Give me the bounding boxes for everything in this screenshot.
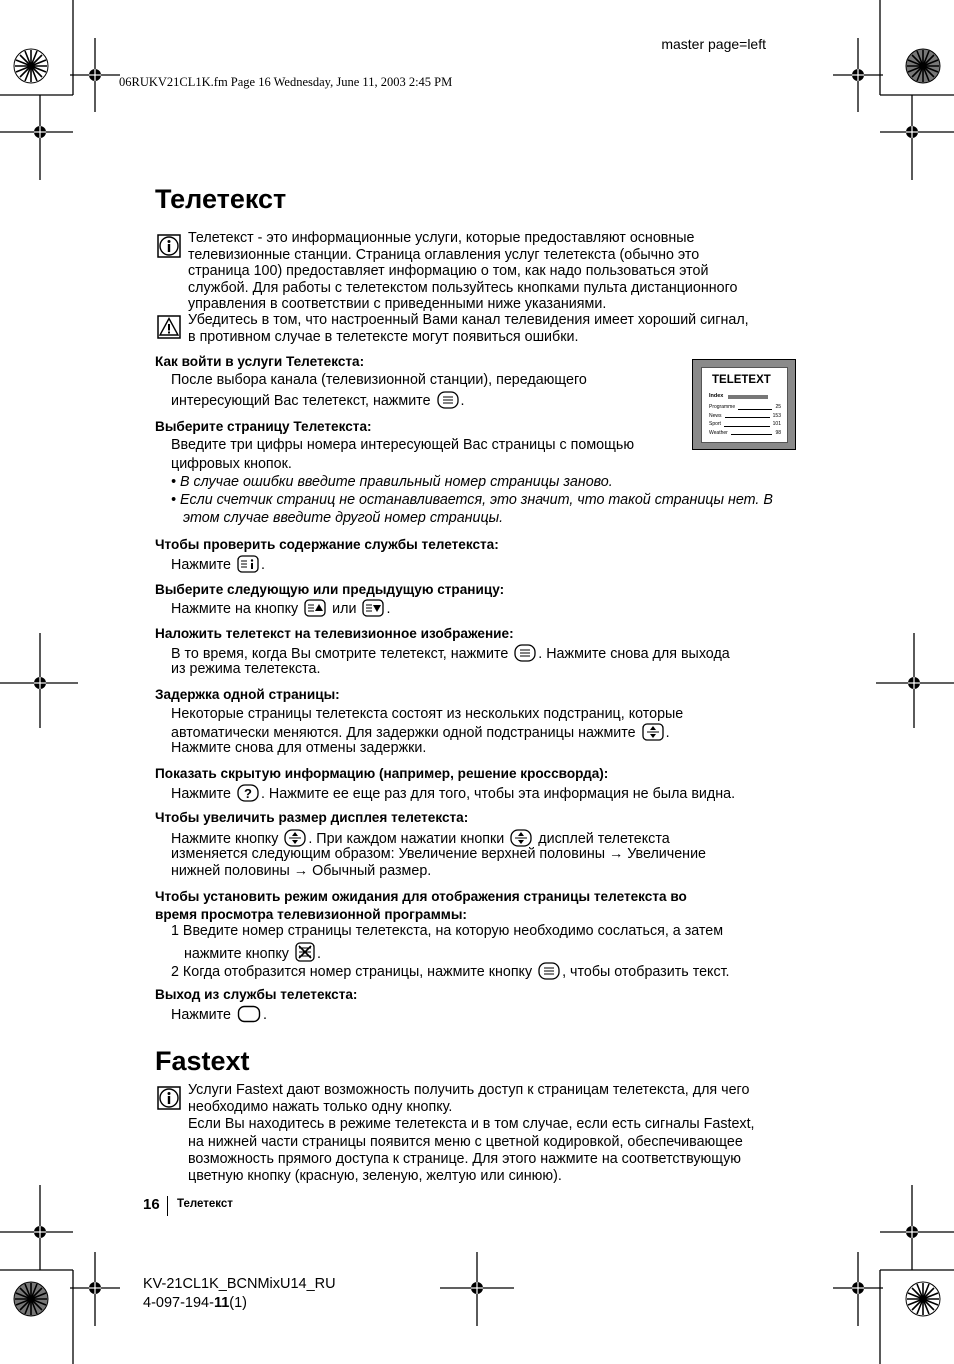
bullet-counter-cont: этом случае введите другой номер страницы. <box>183 510 504 526</box>
hold-button-icon <box>642 723 664 741</box>
heading-enter-teletext: Как войти в услуги Телетекста: <box>155 354 365 369</box>
info-icon <box>157 234 181 258</box>
page-up-button-icon <box>304 599 326 617</box>
doc-code: 4-097-194-11(1) <box>143 1295 248 1311</box>
page-title: Телетекст <box>155 184 287 214</box>
hold-text2: автоматически меняются. Для задержки одной подстраницы нажмите . <box>171 725 670 741</box>
screen-title: TELETEXT <box>712 374 771 386</box>
heading-standby: Чтобы установить режим ожидания для отображения страницы телетекста во <box>155 889 687 904</box>
teletext-button-icon <box>538 962 560 980</box>
footer-section: Телетекст <box>177 1198 233 1210</box>
standby-step1: 1 Введите номер страницы телетекста, на которую необходимо сослаться, а затем <box>171 923 724 939</box>
warning-icon <box>157 315 181 339</box>
cancel-button-icon <box>295 942 315 962</box>
screen-rows <box>709 403 781 437</box>
enlarge-text2: изменяется следующим образом: Увеличение верхней половины → Увеличение <box>171 846 707 862</box>
check-content-text: Нажмите . <box>171 557 265 573</box>
enlarge-button-icon <box>284 829 306 847</box>
heading-select-page: Выберите страницу Телетекста: <box>155 419 372 434</box>
heading-next-prev: Выберите следующую или предыдущую страницу: <box>155 582 505 597</box>
heading-exit: Выход из службы телетекста: <box>155 987 358 1002</box>
screen-row: Programme 25 <box>709 404 781 410</box>
hold-text3: Нажмите снова для отмены задержки. <box>171 740 427 756</box>
index-button-icon <box>237 555 259 573</box>
screen-row: Sport 101 <box>709 421 781 428</box>
file-meta: 06RUKV21CL1K.fm Page 16 Wednesday, June 11, 2003 2:45 PM <box>119 75 453 89</box>
svg-text:?: ? <box>244 786 252 801</box>
enlarge-button-icon <box>510 829 532 847</box>
bullet-error: • В случае ошибки введите правильный номер страницы заново. <box>171 474 613 490</box>
exit-text: Нажмите . <box>171 1007 267 1023</box>
standby-step2: 2 Когда отобразится номер страницы, нажмите кнопку , чтобы отобразить текст. <box>171 964 730 980</box>
teletext-warning: Убедитесь в том, что настроенный Вами канал телевидения имеет хороший сигнал, в противном случае в телетексте могут появиться ошибки. <box>188 312 749 345</box>
bullet-counter: • Если счетчик страниц не останавливается, это значит, что такой страницы нет. В <box>171 492 773 508</box>
select-page-text2: цифровых кнопок. <box>171 456 292 472</box>
heading-reveal: Показать скрытую информацию (например, решение кроссворда): <box>155 766 609 781</box>
page-down-button-icon <box>362 599 384 617</box>
fastext-info: Услуги Fastext дают возможность получить доступ к страницам телетекста, для чего необходимо нажать только одну кнопку. Если Вы находитесь в режиме телетекста и в том случае, если есть сигналы Fastext, на нижней части страницы появится меню с цветной кодировкой, обеспечивающее возможность прямого доступа к странице. Для этого нажмите на соответствующую цветную кнопку (красную, зеленую, желтую или синюю). <box>188 1082 755 1185</box>
reveal-text: Нажмите ? . Нажмите ее еще раз для того, чтобы эта информация не была видна. <box>171 786 736 802</box>
standby-step1-cont: нажмите кнопку . <box>184 942 321 963</box>
enlarge-text3: нижней половины → Обычный размер. <box>171 863 432 879</box>
enter-teletext-line2: интересующий Вас телетекст, нажмите . <box>171 393 465 409</box>
screen-row: News 153 <box>709 412 781 419</box>
teletext-button-icon <box>437 391 459 409</box>
fastext-title: Fastext <box>155 1046 250 1076</box>
heading-hold: Задержка одной страницы: <box>155 687 340 702</box>
overlay-text2: из режима телетекста. <box>171 661 321 677</box>
heading-standby-cont: время просмотра телевизионной программы: <box>155 907 467 922</box>
screen-row: Weather 98 <box>709 429 781 436</box>
select-page-text: Введите три цифры номера интересующей Вас страницы с помощью <box>171 437 635 453</box>
page-number: 16 <box>143 1196 160 1213</box>
enter-teletext-text: После выбора канала (телевизионной станции), передающего <box>171 372 587 388</box>
enlarge-text: Нажмите кнопку . При каждом нажатии кнопки дисплей телетекста <box>171 831 670 847</box>
model-code: KV-21CL1K_BCNMixU14_RU <box>143 1276 336 1292</box>
teletext-screen-illustration <box>692 359 796 450</box>
heading-overlay: Наложить телетекст на телевизионное изображение: <box>155 626 514 641</box>
teletext-info: Телетекст - это информационные услуги, которые предоставляют основные телевизионные станции. Страница оглавления услуг телетекста (обычно это страница 100) предоставляет информацию о том, как надо пользоваться этой службой. Для работы с телетекстом пользуйтесь кнопками пульта дистанционного управления в соответствии с приведенными ниже указаниями. <box>188 230 738 313</box>
next-prev-text: Нажмите на кнопку или . <box>171 601 391 617</box>
heading-enlarge: Чтобы увеличить размер дисплея телетекста: <box>155 810 469 825</box>
info-icon <box>157 1086 181 1110</box>
tv-button-icon <box>237 1005 261 1023</box>
reveal-button-icon <box>237 784 259 802</box>
master-page-label: master page=left <box>661 36 766 52</box>
hold-text: Некоторые страницы телетекста состоят из нескольких подстраниц, которые <box>171 706 684 722</box>
screen-index: Index <box>709 393 724 399</box>
overlay-text: В то время, когда Вы смотрите телетекст, нажмите . Нажмите снова для выхода <box>171 646 730 662</box>
heading-check-content: Чтобы проверить содержание службы телетекста: <box>155 537 499 552</box>
teletext-button-icon <box>514 644 536 662</box>
